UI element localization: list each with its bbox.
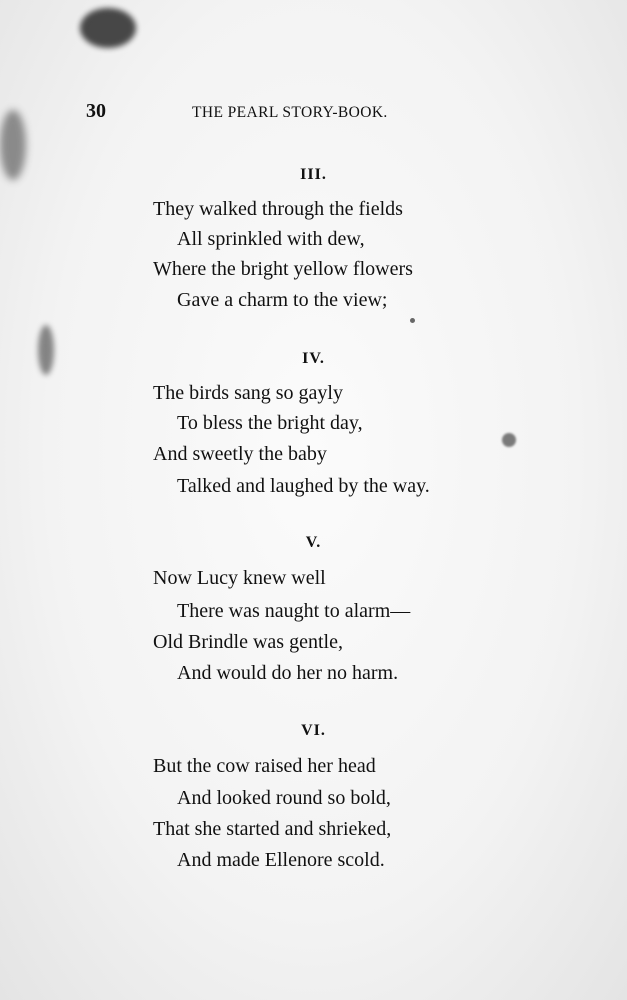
poem-line: Now Lucy knew well	[153, 567, 326, 589]
poem-line: Where the bright yellow flowers	[153, 258, 413, 280]
stanza-number: VI.	[301, 722, 326, 739]
ink-speck	[410, 318, 415, 323]
poem-line: There was naught to alarm—	[177, 600, 411, 622]
poem-line: And would do her no harm.	[177, 662, 399, 684]
poem-line: Gave a charm to the view;	[177, 289, 388, 311]
poem-line: And made Ellenore scold.	[177, 849, 385, 871]
ink-stain	[80, 8, 136, 48]
stanza-number: V.	[305, 534, 322, 551]
poem-line: They walked through the fields	[153, 198, 403, 220]
poem-line: And sweetly the baby	[153, 443, 327, 465]
poem-line: Talked and laughed by the way.	[177, 475, 430, 497]
ink-speck	[502, 433, 516, 447]
poem-line: All sprinkled with dew,	[177, 228, 365, 250]
stanza-number: IV.	[302, 350, 325, 367]
page-number: 30	[86, 100, 106, 122]
poem-line: But the cow raised her head	[153, 755, 376, 777]
poem-line: And looked round so bold,	[177, 787, 391, 809]
page-header	[86, 100, 506, 130]
running-title: THE PEARL STORY-BOOK.	[192, 104, 388, 121]
poem-line: Old Brindle was gentle,	[153, 631, 343, 653]
poem-line: The birds sang so gayly	[153, 382, 343, 404]
stanza-number: III.	[300, 166, 327, 183]
poem-line: That she started and shrieked,	[153, 818, 392, 840]
poem-line: To bless the bright day,	[177, 412, 363, 434]
